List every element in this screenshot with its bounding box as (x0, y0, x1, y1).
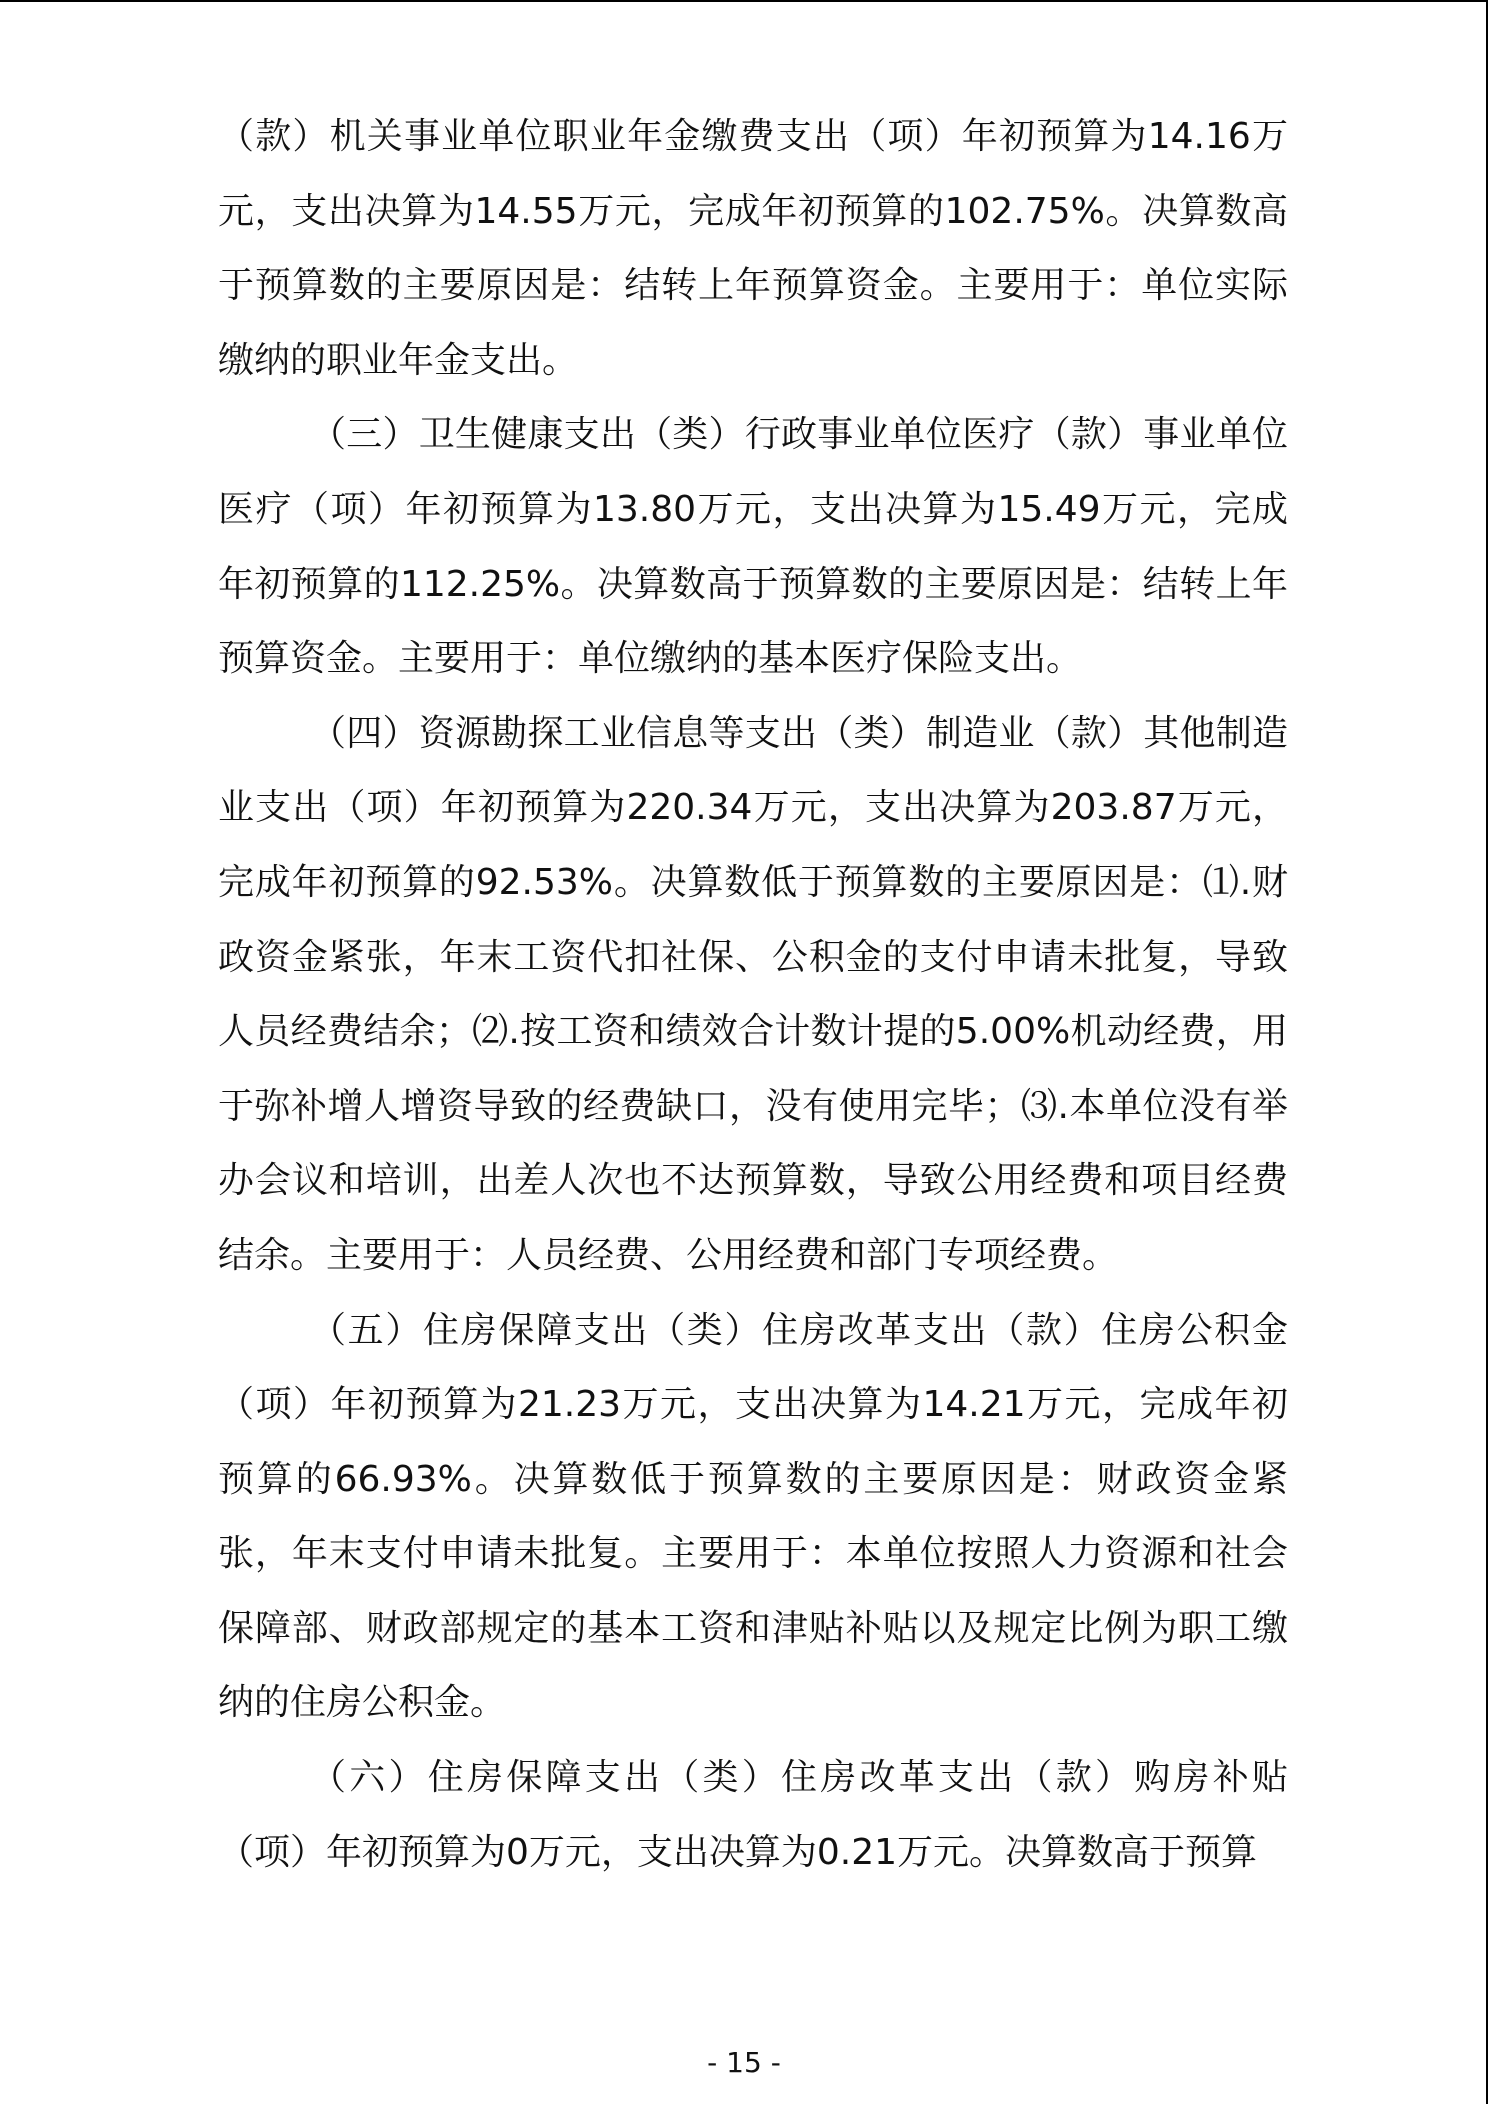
paragraph-occupational-annuity: （款）机关事业单位职业年金缴费支出（项）年初预算为14.16万元，支出决算为14.55万元，完成年初预算的102.75%。决算数高于预算数的主要原因是：结转上年预算资金。主要用于：单位实际缴纳的职业年金支出。 (218, 116, 1288, 381)
document-body (218, 100, 1288, 1890)
page-number: - 15 - (707, 2046, 781, 2079)
paragraph-health-expenditure: （三）卫生健康支出（类）行政事业单位医疗（款）事业单位医疗（项）年初预算为13.80万元，支出决算为15.49万元，完成年初预算的112.25%。决算数高于预算数的主要原因是：结转上年预算资金。主要用于：单位缴纳的基本医疗保险支出。 (218, 414, 1288, 680)
paragraph-housing-provident-fund: （五）住房保障支出（类）住房改革支出（款）住房公积金（项）年初预算为21.23万元，支出决算为14.21万元，完成年初预算的66.93%。决算数低于预算数的主要原因是：财政资金紧张，年末支付申请未批复。主要用于：本单位按照人力资源和社会保障部、财政部规定的基本工资和津贴补贴以及规定比例为职工缴纳的住房公积金。 (218, 1309, 1288, 1724)
paragraph-resource-exploration: （四）资源勘探工业信息等支出（类）制造业（款）其他制造业支出（项）年初预算为220.34万元，支出决算为203.87万元，完成年初预算的92.53%。决算数低于预算数的主要原因是：⑴.财政资金紧张，年末工资代扣社保、公积金的支付申请未批复，导致人员经费结余；⑵.按工资和绩效合计数计提的5.00%机动经费，用于弥补增人增资导致的经费缺口，没有使用完毕；⑶.本单位没有举办会议和培训，出差人次也不达预算数，导致公用经费和项目经费结余。主要用于：人员经费、公用经费和部门专项经费。 (218, 712, 1288, 1276)
paragraph-housing-subsidy: （六）住房保障支出（类）住房改革支出（款）购房补贴（项）年初预算为0万元，支出决算为0.21万元。决算数高于预算 (218, 1757, 1288, 1873)
